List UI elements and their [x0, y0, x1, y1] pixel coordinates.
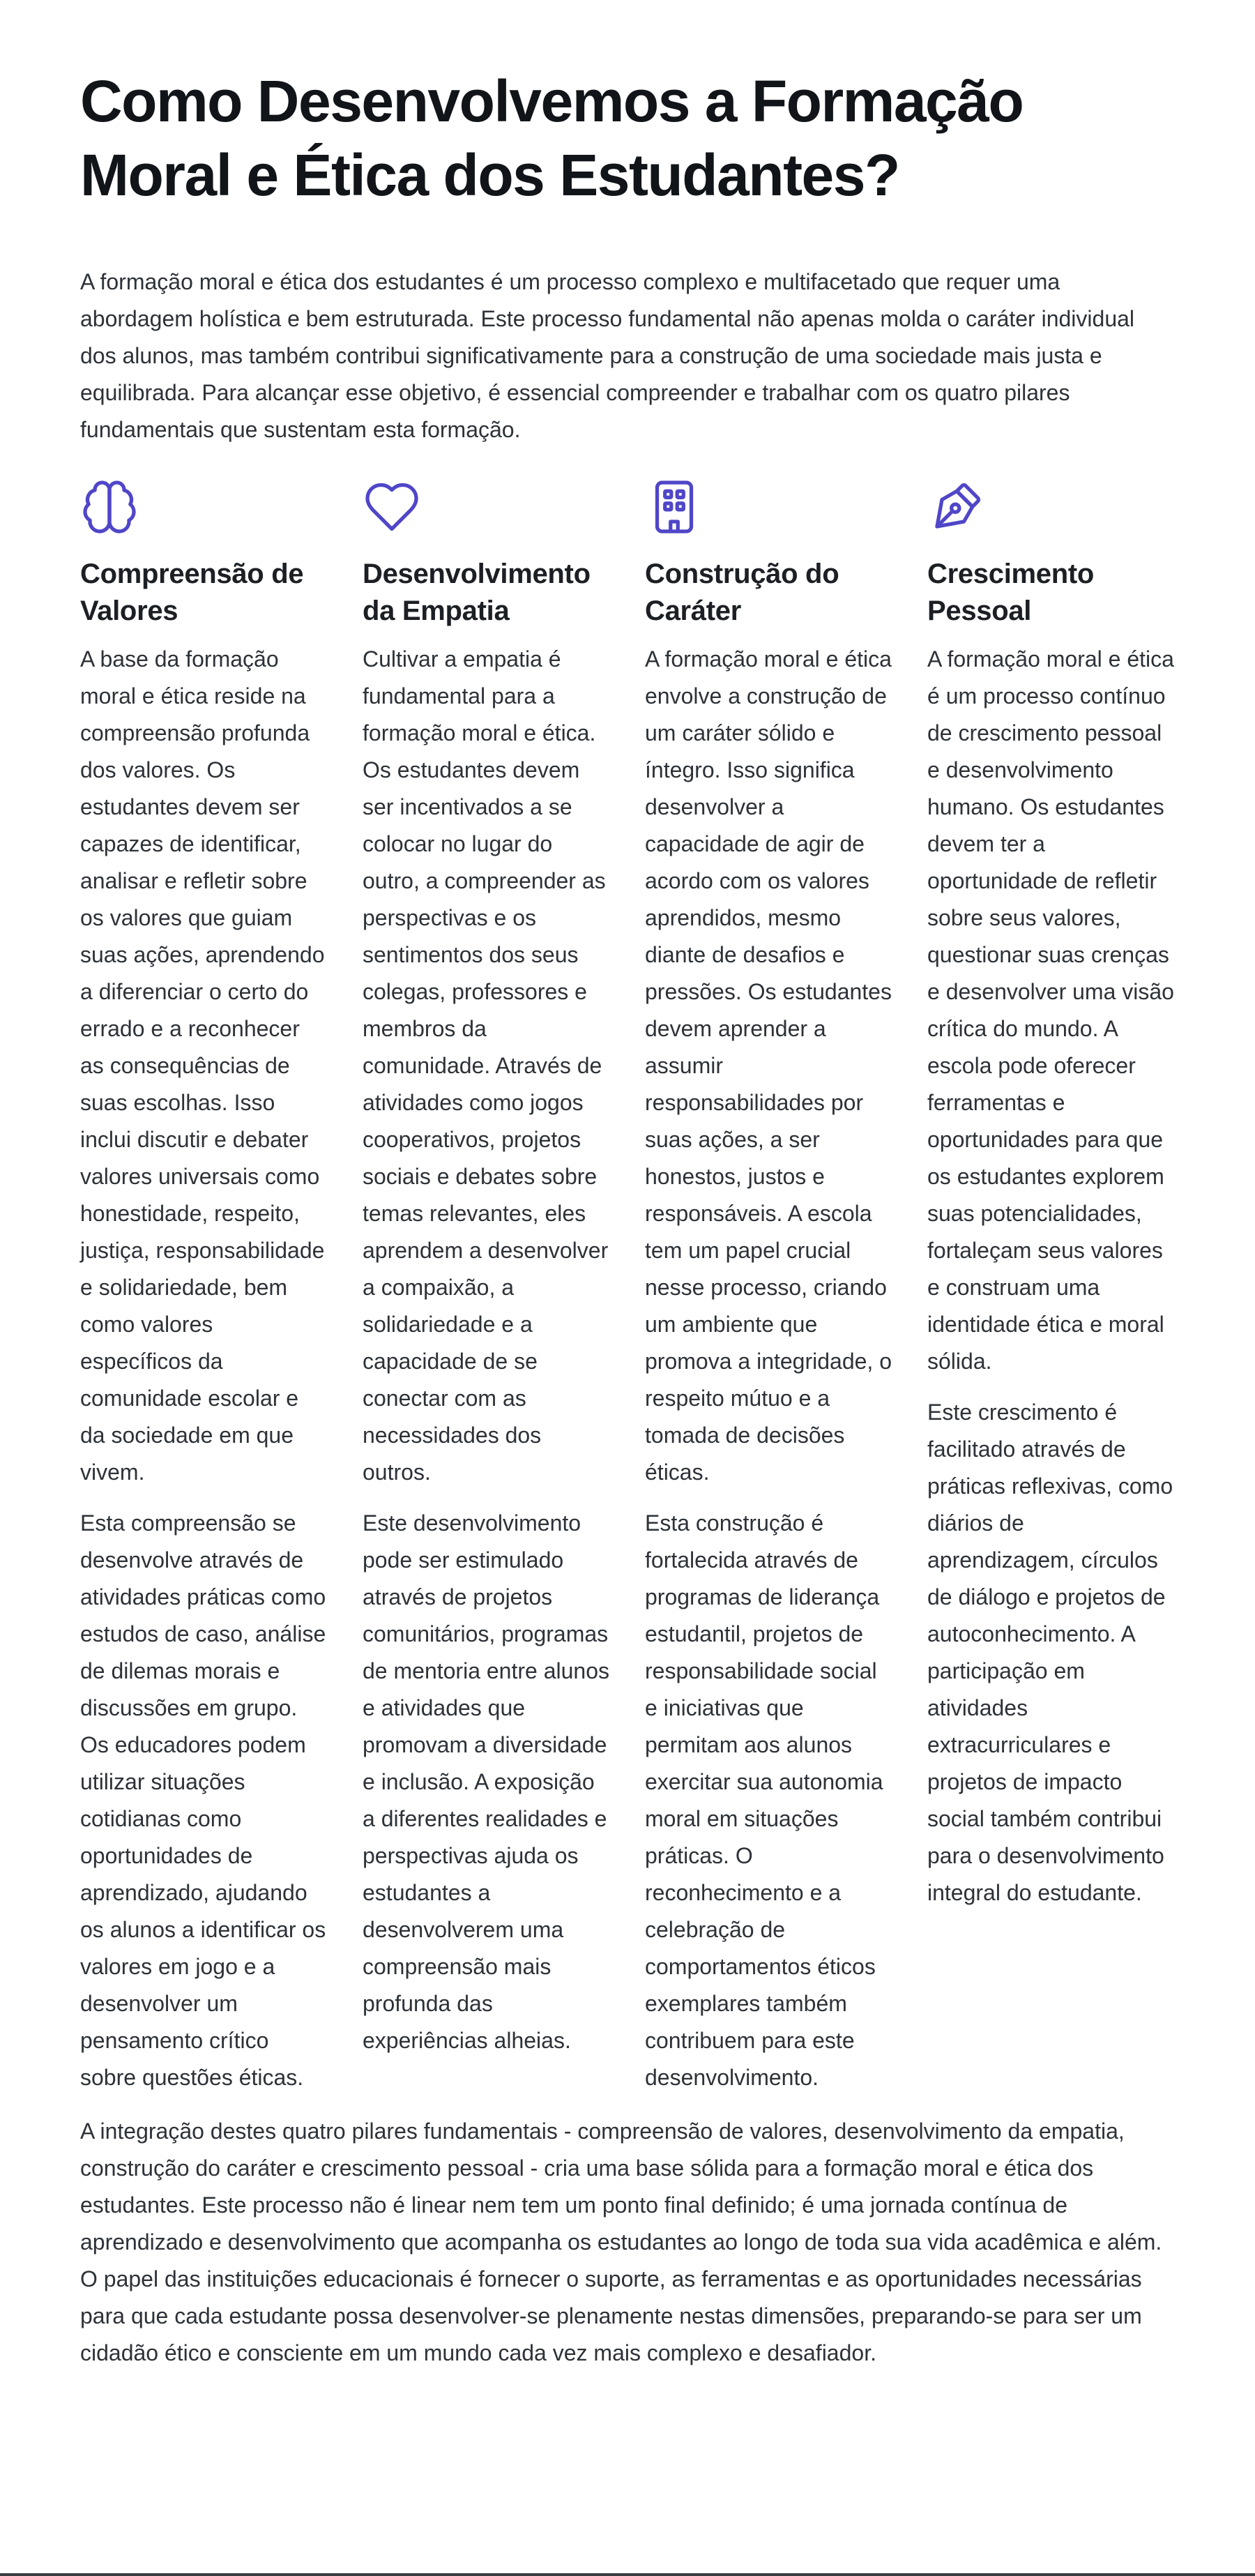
pillar-character — [645, 478, 892, 2096]
intro-paragraph: A formação moral e ética dos estudantes é um processo complexo e multifacetado que requer uma abordagem holística e bem estruturada. Este processo fundamental não apenas molda o caráter individual dos alunos, mas também contribui significativamente para a construção de uma sociedade mais justa e equilibrada. Para alcançar esse objetivo, é essencial compreender e trabalhar com os quatro pilares fundamentais que sustentam esta formação. — [80, 269, 1135, 442]
pillar-paragraph: A formação moral e ética é um processo contínuo de crescimento pessoal e desenvolvimento humano. Os estudantes devem ter a oportunidade de refletir sobre seus valores, questionar suas crenças e desenvolver uma visão crítica do mundo. A escola pode oferecer ferramentas e oportunidades para que os estudantes explorem suas potencialidades, fortaleçam seus valores e construam uma identidade ética e moral sólida. — [927, 646, 1174, 1374]
pillar-values — [80, 478, 328, 2096]
pillar-title: Construção do Caráter — [645, 559, 839, 626]
page-title: Como Desenvolvemos a Formação Moral e Ética dos Estudantes? — [80, 68, 1024, 208]
pillar-paragraph: Esta construção é fortalecida através de programas de liderança estudantil, projetos de responsabilidade social e iniciativas que permitam aos alunos exercitar sua autonomia moral em situações práticas. O reconhecimento e a celebração de comportamentos éticos exemplares também contribuem para este desenvolvimento. — [645, 1510, 883, 2090]
heart-icon — [363, 478, 421, 536]
pillars-grid — [80, 478, 1210, 2096]
pillar-title: Compreensão de Valores — [80, 559, 304, 626]
brain-icon — [80, 478, 139, 536]
pillar-paragraph: Este crescimento é facilitado através de práticas reflexivas, como diários de aprendizagem, círculos de diálogo e projetos de autoconhecimento. A participação em atividades extracurriculares e projetos de impacto social também contribui para o desenvolvimento integral do estudante. — [927, 1400, 1173, 1905]
pillar-title: Desenvolvimento da Empatia — [363, 559, 591, 626]
conclusion-paragraph: A integração destes quatro pilares fundamentais - compreensão de valores, desenvolvimento da empatia, construção do caráter e crescimento pessoal - cria uma base sólida para a formação moral e ética dos estudantes. Este processo não é linear nem tem um ponto final definido; é uma jornada contínua de aprendizado e desenvolvimento que acompanha os estudantes ao longo de toda sua vida acadêmica e além. O papel das instituições educacionais é fornecer o suporte, as ferramentas e as oportunidades necessárias para que cada estudante possa desenvolver-se plenamente nestas dimensões, preparando-se para ser um cidadão ético e consciente em um mundo cada vez mais complexo e desafiador. — [80, 2119, 1162, 2365]
pillar-title: Crescimento Pessoal — [927, 559, 1095, 626]
building-icon — [645, 478, 703, 536]
pillar-paragraph: Cultivar a empatia é fundamental para a formação moral e ética. Os estudantes devem ser incentivados a se colocar no lugar do outro, a compreender as perspectivas e os sentimentos dos seus colegas, professores e membros da comunidade. Através de atividades como jogos cooperativos, projetos sociais e debates sobre temas relevantes, eles aprendem a desenvolver a compaixão, a solidariedade e a capacidade de se conectar com as necessidades dos outros. — [363, 646, 609, 1485]
page-bottom-divider — [0, 2573, 1255, 2576]
pillar-paragraph: A formação moral e ética envolve a construção de um caráter sólido e íntegro. Isso significa desenvolver a capacidade de agir de acordo com os valores aprendidos, mesmo diante de desafios e pressões. Os estudantes devem aprender a assumir responsabilidades por suas ações, a ser honestos, justos e responsáveis. A escola tem um papel crucial nesse processo, criando um ambiente que promova a integridade, o respeito mútuo e a tomada de decisões éticas. — [645, 646, 892, 1485]
pillar-paragraph: Esta compreensão se desenvolve através de atividades práticas como estudos de caso, análise de dilemas morais e discussões em grupo. Os educadores podem utilizar situações cotidianas como oportunidades de aprendizado, ajudando os alunos a identificar os valores em jogo e a desenvolver um pensamento crítico sobre questões éticas. — [80, 1510, 326, 2090]
pen-nib-icon — [927, 478, 986, 536]
pillar-empathy — [363, 478, 610, 2096]
article — [80, 0, 1175, 2372]
pillar-growth — [927, 478, 1175, 2096]
pillar-paragraph: Este desenvolvimento pode ser estimulado através de projetos comunitários, programas de mentoria entre alunos e atividades que promovam a diversidade e inclusão. A exposição a diferentes realidades e perspectivas ajuda os estudantes a desenvolverem uma compreensão mais profunda das experiências alheias. — [363, 1510, 609, 2053]
pillar-paragraph: A base da formação moral e ética reside na compreensão profunda dos valores. Os estudantes devem ser capazes de identificar, analisar e refletir sobre os valores que guiam suas ações, aprendendo a diferenciar o certo do errado e a reconhecer as consequências de suas escolhas. Isso inclui discutir e debater valores universais como honestidade, respeito, justiça, responsabilidade e solidariedade, bem como valores específicos da comunidade escolar e da sociedade em que vivem. — [80, 646, 325, 1485]
